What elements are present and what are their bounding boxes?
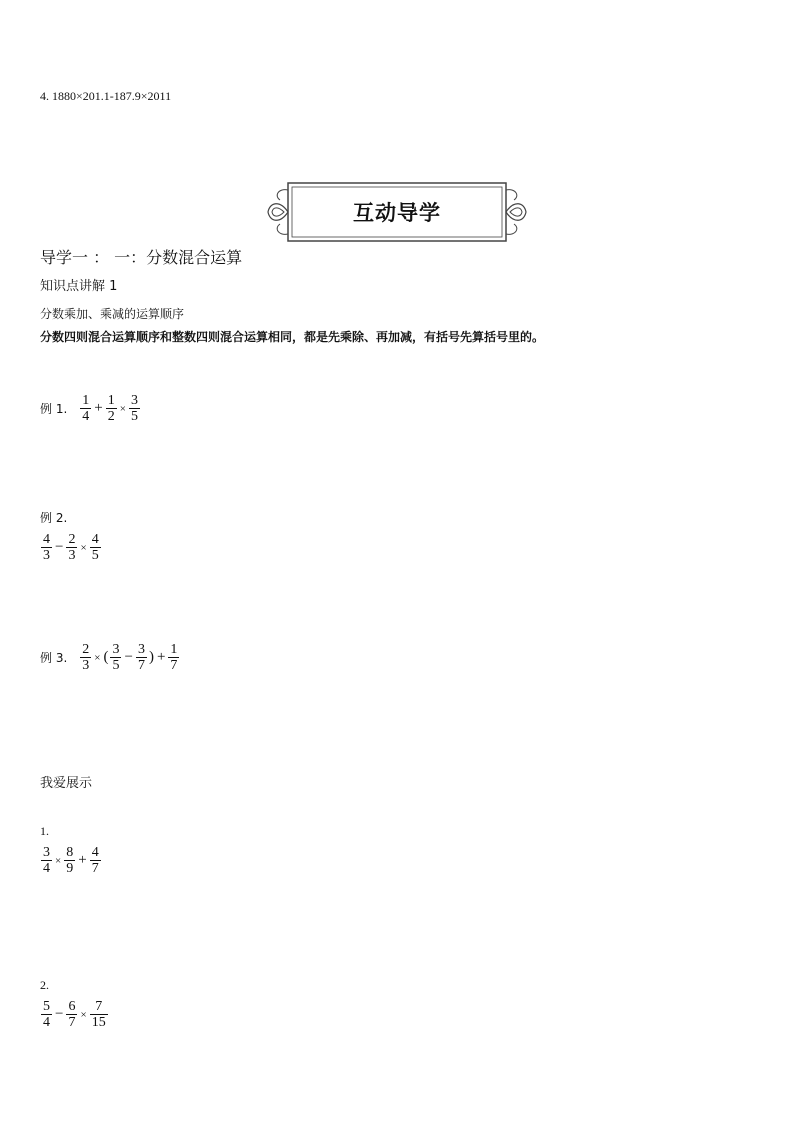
example-2-label: 例 2. (40, 511, 68, 525)
example-3 (40, 642, 180, 673)
show-item-2 (40, 999, 109, 1030)
numerator: 6 (68, 999, 76, 1014)
denominator: 7 (137, 658, 145, 673)
fraction (64, 845, 75, 876)
denominator: 2 (107, 409, 115, 424)
numerator: 4 (91, 845, 99, 860)
numerator: 3 (112, 642, 120, 657)
example-label: 例 3. (40, 650, 68, 665)
operator: − (55, 1006, 64, 1022)
denominator: 3 (82, 658, 90, 673)
fraction (41, 532, 52, 563)
fraction (66, 999, 77, 1030)
expression (40, 845, 102, 876)
fraction (110, 642, 121, 673)
denominator: 4 (82, 409, 90, 424)
numerator: 1 (82, 393, 90, 408)
fraction (136, 642, 147, 673)
fraction (80, 642, 91, 673)
numerator: 5 (43, 999, 50, 1014)
fraction (168, 642, 179, 673)
fraction (80, 393, 91, 424)
denominator: 3 (43, 548, 50, 563)
banner-title: 互动导学 (353, 200, 441, 225)
fraction (90, 532, 101, 563)
numerator: 4 (43, 532, 50, 547)
fraction (90, 845, 101, 876)
expression (79, 642, 180, 673)
fraction (41, 999, 52, 1030)
knowledge-point-label: 知识点讲解 1 (40, 279, 118, 294)
numerator: 3 (130, 393, 138, 408)
fraction (66, 532, 77, 563)
numerator: 3 (43, 845, 50, 860)
denominator: 7 (68, 1015, 76, 1030)
operator: + (78, 852, 87, 868)
operator: + (94, 400, 103, 416)
section-title: 导学一 ： 一：分数混合运算 (40, 248, 243, 267)
show-title: 我爱展示 (40, 776, 93, 791)
expression (40, 999, 109, 1030)
example-label: 例 1. (40, 401, 68, 416)
denominator: 9 (66, 861, 74, 876)
numerator: 2 (82, 642, 90, 657)
show-item-1-label: 1. (40, 824, 49, 838)
denominator: 4 (43, 861, 50, 876)
numerator: 8 (66, 845, 74, 860)
rule-text: 分数四则混合运算顺序和整数四则混合运算相同，都是先乘除、再加减，有括号先算括号里的。 (40, 330, 545, 344)
operator: − (124, 649, 133, 665)
parenthesis: ( (103, 649, 109, 665)
denominator: 4 (43, 1015, 50, 1030)
denominator: 5 (91, 548, 99, 563)
denominator: 7 (170, 658, 178, 673)
fraction (90, 999, 108, 1030)
parenthesis: ) (148, 649, 154, 665)
numerator: 7 (95, 999, 103, 1014)
operator: × (80, 1008, 87, 1021)
numerator: 2 (68, 532, 76, 547)
operator: + (156, 649, 166, 665)
problem-4: 4. 1880×201.1-187.9×2011 (40, 89, 172, 103)
show-item-1 (40, 845, 102, 876)
numerator: 4 (91, 532, 99, 547)
example-1 (40, 393, 141, 424)
denominator: 3 (68, 548, 76, 563)
fraction (41, 845, 52, 876)
subtitle-text: 分数乘加、乘减的运算顺序 (40, 307, 185, 321)
show-item-2-label: 2. (40, 978, 49, 992)
operator: × (119, 402, 126, 415)
numerator: 1 (107, 393, 115, 408)
section-banner (262, 180, 532, 244)
numerator: 1 (170, 642, 178, 657)
denominator: 5 (130, 409, 138, 424)
denominator: 7 (91, 861, 99, 876)
operator: × (80, 541, 87, 554)
expression (79, 393, 141, 424)
operator: × (55, 854, 62, 867)
operator: − (55, 539, 64, 555)
example-2 (40, 532, 102, 563)
numerator: 3 (137, 642, 145, 657)
expression (40, 532, 102, 563)
denominator: 5 (112, 658, 120, 673)
fraction (106, 393, 117, 424)
denominator: 15 (91, 1015, 106, 1030)
operator: × (94, 651, 101, 664)
fraction (129, 393, 140, 424)
